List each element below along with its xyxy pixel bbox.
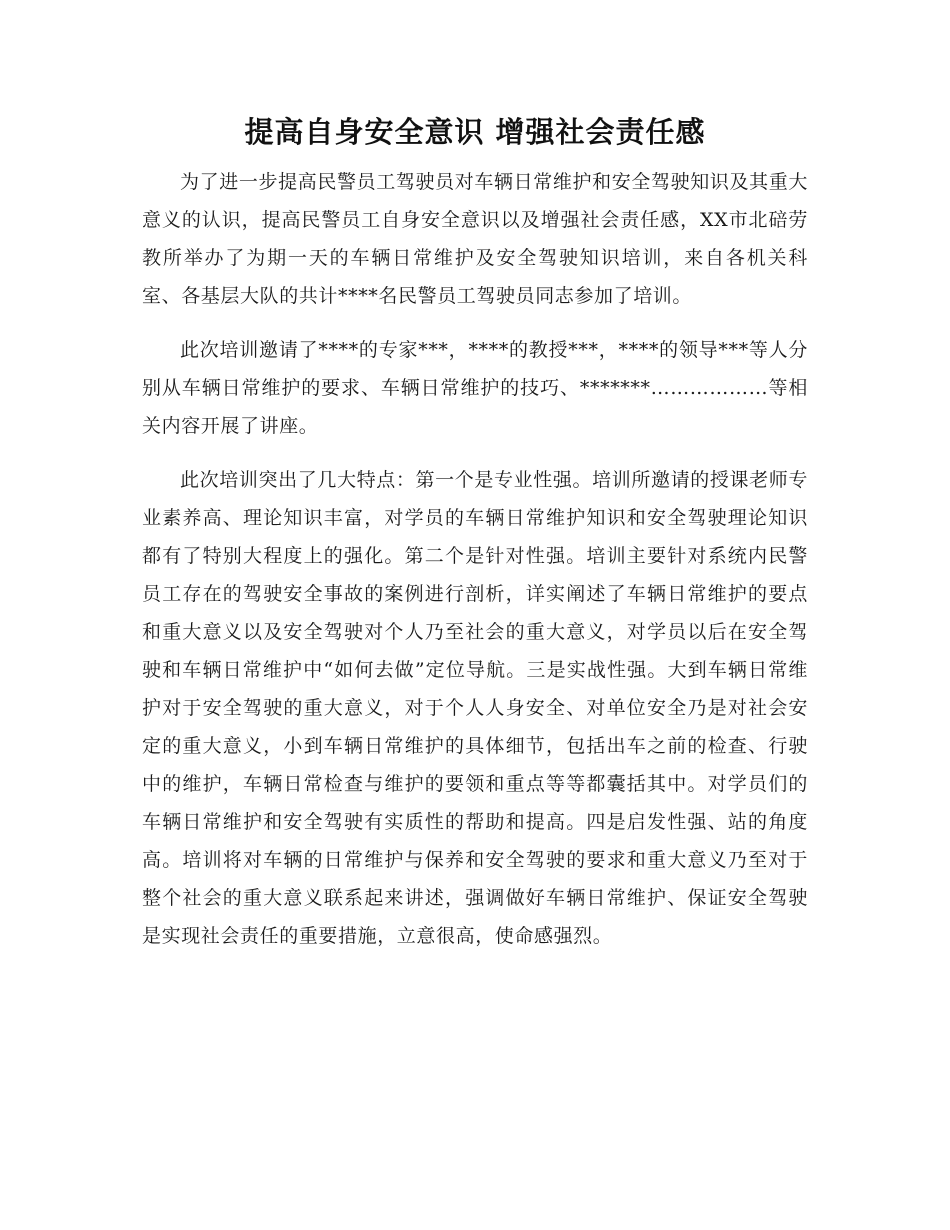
- paragraph-intro: 为了进一步提高民警员工驾驶员对车辆日常维护和安全驾驶知识及其重大意义的认识，提高民警员工自身安全意识以及增强社会责任感，XX市北碚劳教所举办了为期一天的车辆日常维护及安全驾驶知识培训，来自各机关科室、各基层大队的共计****名民警员工驾驶员同志参加了培训。: [142, 171, 808, 307]
- paragraph-features: 此次培训突出了几大特点：第一个是专业性强。培训所邀请的授课老师专业素养高、理论知识丰富，对学员的车辆日常维护知识和安全驾驶理论知识都有了特别大程度上的强化。第二个是针对性强。培训主要针对系统内民警员工存在的驾驶安全事故的案例进行剖析，详实阐述了车辆日常维护的要点和重大意义以及安全驾驶对个人乃至社会的重大意义，对学员以后在安全驾驶和车辆日常维护中“如何去做”定位导航。三是实战性强。大到车辆日常维护对于安全驾驶的重大意义，对于个人人身安全、对单位安全乃是对社会安定的重大意义，小到车辆日常维护的具体细节，包括出车之前的检查、行驶中的维护，车辆日常检查与维护的要领和重点等等都囊括其中。对学员们的车辆日常维护和安全驾驶有实质性的帮助和提高。四是启发性强、站的角度高。培训将对车辆的日常维护与保养和安全驾驶的要求和重大意义乃至对于整个社会的重大意义联系起来讲述，强调做好车辆日常维护、保证安全驾驶是实现社会责任的重要措施，立意很高，使命感强烈。: [142, 469, 808, 947]
- document-title: 提高自身安全意识 增强社会责任感: [244, 115, 706, 149]
- paragraph-lecturers: 此次培训邀请了****的专家***，****的教授***，****的领导***等人分别从车辆日常维护的要求、车辆日常维护的技巧、*******………………等相关内容开展了讲座。: [142, 339, 808, 437]
- document-body: [142, 163, 808, 955]
